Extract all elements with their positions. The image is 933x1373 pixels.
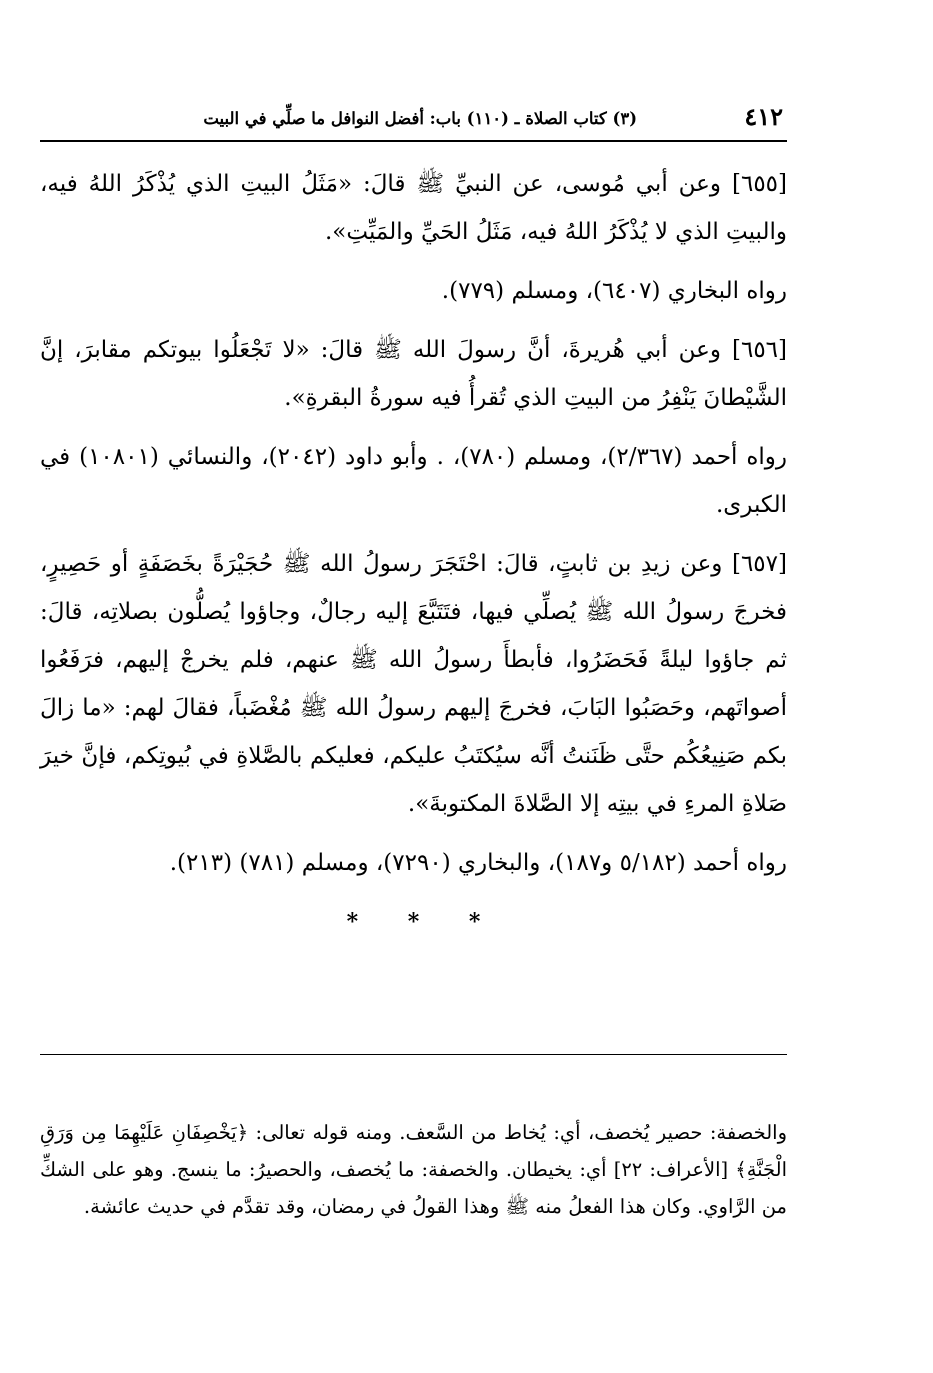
main-text [40, 160, 787, 946]
page-number: ٤١٢ [744, 102, 783, 131]
hadith-source: رواه أحمد (٢/٣٦٧)، ومسلم (٧٨٠)، . وأبو داود (٢٠٤٢)، والنسائي (١٠٨٠١) في الكبرى. [40, 444, 788, 518]
hadith-text: وعن أبي مُوسى، عن النبيِّ ﷺ قالَ: «مَثَلُ البيتِ الذي يُذْكَرُ اللهُ فيه، والبيتِ الذي لا يُذْكَرُ اللهُ فيه، مَثَلُ الحَيِّ والمَيِّتِ». [40, 171, 787, 245]
hadith-657 [40, 540, 787, 828]
hadith-number: [٦٥٥] [731, 171, 788, 197]
page-header [40, 96, 787, 142]
hadith-655 [40, 160, 787, 256]
footnote-rule [40, 1054, 787, 1055]
hadith-text: وعن زيدِ بن ثابتٍ، قالَ: احْتَجَرَ رسولُ الله ﷺ حُجَيْرَةً بخَصَفَةٍ أو حَصِيرٍ، فخرجَ رسولُ الله ﷺ يُصلِّي فيها، فتَتَبَّعَ إليه رجالٌ، وجاؤوا يُصلُّون بصلاتِه، قالَ: ثم جاؤوا ليلةً فَحَضَرُوا، فأبطأَ رسولُ الله ﷺ عنهم، فلم يخرجْ إليهم، فرَفَعُوا أصواتَهم، وحَصَبُوا البَابَ، فخرجَ إليهم رسولُ الله ﷺ مُغْضَباً، فقالَ لهم: «ما زالَ بكم صَنِيعُكُم حتَّى ظَنَنتُ أنَّه سيُكتَبُ عليكم، فعليكم بالصَّلاةِ في بُيوتِكم، فإنَّ خيرَ صَلاةِ المرءِ في بيتِه إلا الصَّلاةَ المكتوبةَ». [40, 551, 787, 817]
hadith-source: رواه أحمد (٥/١٨٢ و١٨٧)، والبخاري (٧٢٩٠)، ومسلم (٧٨١) (٢١٣). [169, 850, 787, 876]
hadith-number: [٦٥٧] [731, 551, 787, 577]
running-title: (٣) كتاب الصلاة ـ (١١٠) باب: أفضل النوافل ما صلِّي في البيت [203, 109, 637, 128]
hadith-text: وعن أبي هُريرةَ، أنَّ رسولَ الله ﷺ قالَ: «لا تَجْعَلُوا بيوتكم مقابرَ، إنَّ الشَّيْطانَ يَنْفِرُ من البيتِ الذي تُقرأُ فيه سورةُ البقرةِ». [40, 337, 787, 411]
hadith-source: رواه البخاري (٦٤٠٧)، ومسلم (٧٧٩). [441, 278, 787, 304]
footnote: والخصفة: حصير يُخصف، أي: يُخاط من السَّعف. ومنه قوله تعالى: ﴿يَخْصِفَانِ عَلَيْهِمَا مِن وَرَقِ الْجَنَّةِ﴾ [الأعراف: ٢٢] أي: يخيطان. والخصفة: ما يُخصف، والحصيرُ: ما ينسج. وهو على الشكِّ من الرَّاوي. وكان هذا الفعلُ منه ﷺ وهذا القولُ في رمضان، وقد تقدَّم في حديث عائشة. [40, 1120, 787, 1218]
page [40, 96, 788, 1218]
section-divider: * * * [346, 909, 481, 935]
hadith-656 [40, 326, 787, 422]
hadith-number: [٦٥٦] [731, 337, 788, 363]
